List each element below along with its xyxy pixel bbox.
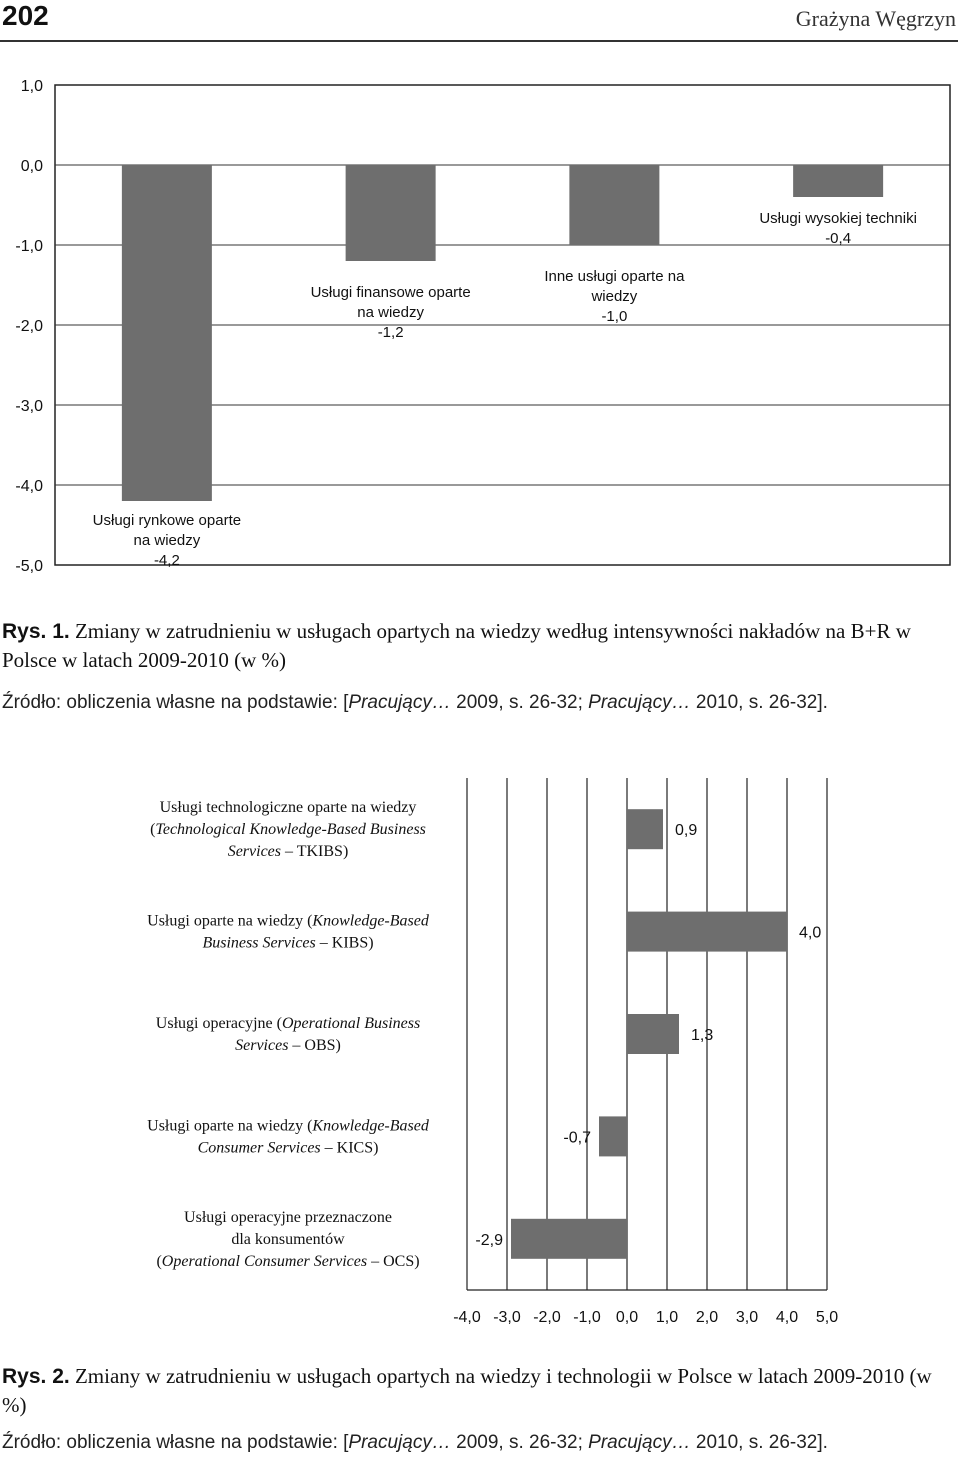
- page-number: 202: [2, 0, 49, 31]
- category-label: Usługi oparte na wiedzy (Knowledge-Based: [147, 912, 429, 930]
- category-label: na wiedzy: [357, 304, 424, 321]
- category-label: (Operational Consumer Services – OCS): [156, 1252, 420, 1270]
- x-tick-label: 2,0: [695, 1309, 719, 1326]
- figure1-caption-label: Rys. 1.: [2, 620, 70, 643]
- category-label: Usługi wysokiej techniki: [759, 210, 917, 227]
- figure2-source-prefix: Źródło: obliczenia własne na podstawie: [: [2, 1432, 349, 1453]
- y-tick-label: 1,0: [20, 78, 43, 95]
- category-label: Usługi finansowe oparte: [310, 284, 471, 301]
- data-label: -1,2: [377, 324, 404, 341]
- data-label: 1,3: [691, 1027, 714, 1044]
- figure1-chart: [0, 60, 960, 580]
- figure1-source-ref1: Pracujący…: [348, 692, 451, 713]
- category-label: Services – OBS): [235, 1037, 341, 1054]
- category-label: Consumer Services – KICS): [197, 1139, 379, 1157]
- bar: [122, 165, 212, 501]
- category-label: dla konsumentów: [231, 1230, 345, 1248]
- x-tick-label: 3,0: [735, 1309, 759, 1326]
- figure1-caption: [2, 617, 952, 675]
- y-tick-label: -4,0: [15, 478, 43, 495]
- x-tick-label: -2,0: [533, 1309, 561, 1326]
- header-rule: [0, 40, 958, 42]
- category-label: Business Services – KIBS): [202, 934, 374, 952]
- figure2-source-mid: 2009, s. 26-32;: [450, 1432, 589, 1453]
- data-label: -4,2: [153, 552, 180, 569]
- category-label: Usługi oparte na wiedzy (Knowledge-Based: [147, 1117, 429, 1135]
- bar: [511, 1219, 627, 1259]
- figure2-caption-label: Rys. 2.: [2, 1365, 70, 1388]
- y-tick-label: -3,0: [15, 398, 43, 415]
- figure2-source-suffix: 2010, s. 26-32].: [690, 1432, 828, 1453]
- x-tick-label: -1,0: [573, 1309, 601, 1326]
- category-label: (Technological Knowledge-Based Business: [150, 821, 426, 839]
- category-label: na wiedzy: [133, 532, 201, 549]
- y-tick-label: 0,0: [20, 158, 43, 175]
- category-label: wiedzy: [591, 288, 638, 305]
- category-label: Usługi operacyjne (Operational Business: [155, 1015, 421, 1032]
- bar: [627, 1014, 679, 1054]
- figure1-source-ref2: Pracujący…: [588, 692, 691, 713]
- category-label: Usługi technologiczne oparte na wiedzy: [159, 799, 417, 817]
- running-head-author: Grażyna Węgrzyn: [795, 6, 956, 31]
- x-tick-label: 1,0: [655, 1309, 679, 1326]
- figure2-caption-text: Zmiany w zatrudnieniu w usługach opartych na wiedzy i technologii w Polsce w latach 2009-2010 (w %): [2, 1364, 932, 1417]
- bar: [569, 165, 659, 245]
- bar: [346, 165, 436, 261]
- figure1-source-mid: 2009, s. 26-32;: [450, 692, 589, 713]
- figure2-source-ref1: Pracujący…: [348, 1432, 451, 1453]
- data-label: -0,4: [825, 230, 852, 247]
- bar: [599, 1116, 627, 1156]
- x-tick-label: -4,0: [453, 1309, 481, 1326]
- bar: [627, 912, 787, 952]
- data-label: 0,9: [675, 822, 698, 840]
- x-tick-label: 0,0: [615, 1309, 639, 1326]
- figure1-source: [2, 692, 828, 714]
- figure1-caption-text: Zmiany w zatrudnieniu w usługach opartych na wiedzy według intensywności nakładów na B+R w Polsce w latach 2009-2010 (w %): [2, 619, 911, 672]
- bar: [627, 809, 663, 849]
- x-tick-label: -3,0: [493, 1309, 521, 1326]
- x-tick-label: 4,0: [775, 1309, 799, 1326]
- figure2-chart: [0, 770, 960, 1340]
- x-tick-label: 5,0: [815, 1309, 839, 1326]
- y-tick-label: -5,0: [15, 558, 43, 575]
- category-label: Usługi rynkowe oparte: [92, 512, 242, 529]
- category-label: Inne usługi oparte na: [544, 268, 685, 285]
- data-label: -2,9: [475, 1231, 503, 1249]
- y-tick-label: -2,0: [15, 318, 43, 335]
- data-label: -1,0: [601, 308, 628, 325]
- figure2-source: [2, 1432, 828, 1454]
- category-label: Services – TKIBS): [227, 843, 349, 861]
- data-label: 4,0: [799, 924, 822, 942]
- data-label: -0,7: [563, 1129, 591, 1147]
- figure2-source-ref2: Pracujący…: [588, 1432, 691, 1453]
- figure1-source-suffix: 2010, s. 26-32].: [690, 692, 828, 713]
- y-tick-label: -1,0: [15, 238, 43, 255]
- figure1-source-prefix: Źródło: obliczenia własne na podstawie: [: [2, 692, 349, 713]
- figure2-caption: [2, 1362, 952, 1420]
- category-label: Usługi operacyjne przeznaczone: [184, 1208, 392, 1226]
- bar: [793, 165, 883, 197]
